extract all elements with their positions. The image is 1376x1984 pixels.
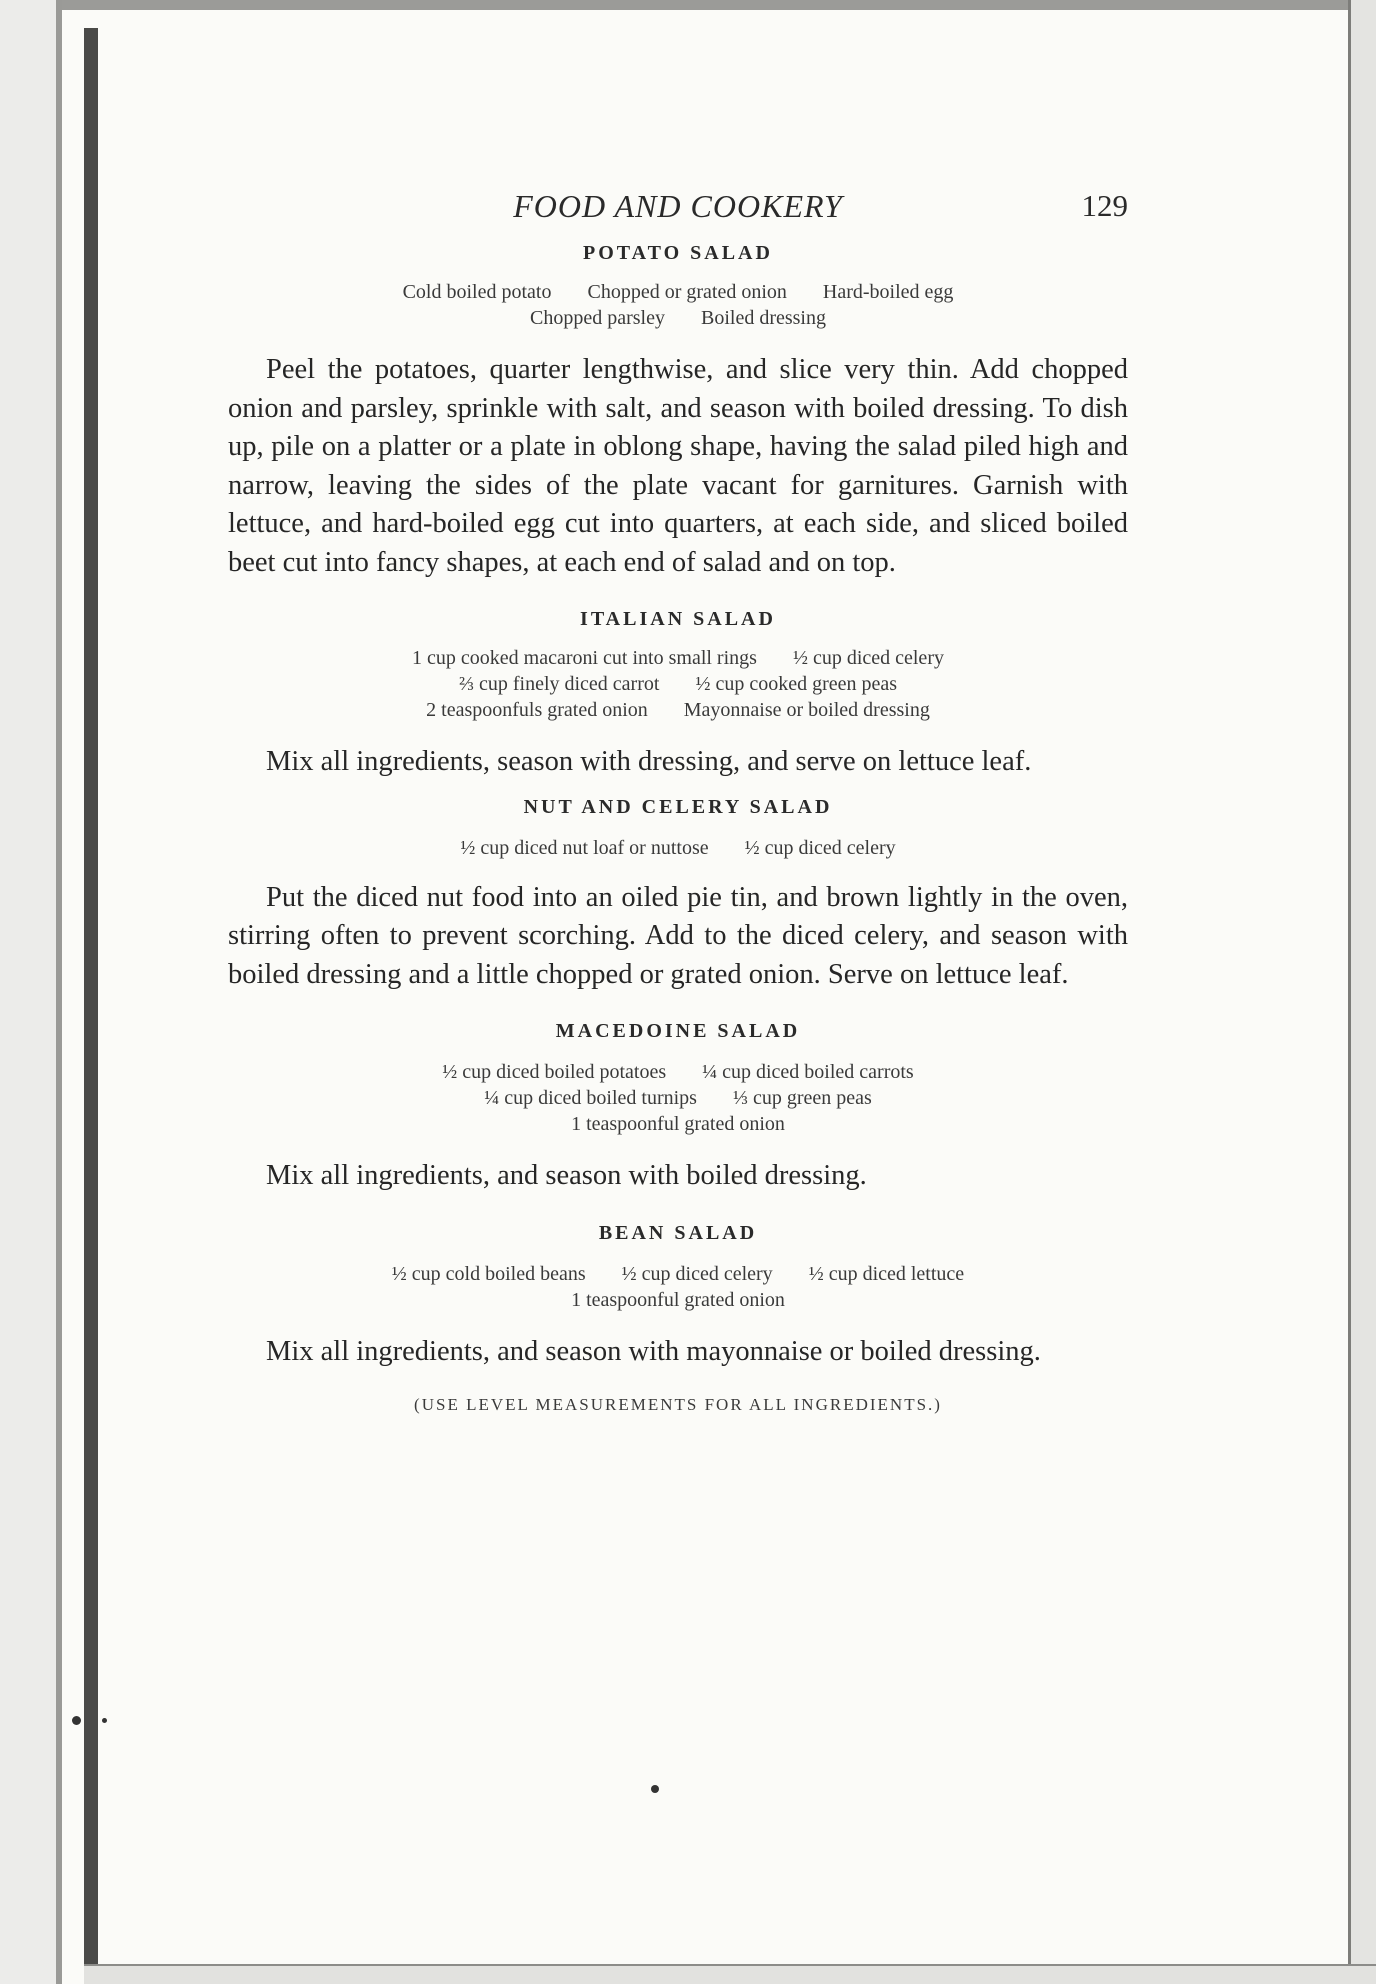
ingredient-list <box>228 835 1128 861</box>
ingredient: ½ cup diced boiled potatoes <box>442 1061 667 1083</box>
recipe-bean-salad <box>228 1222 1128 1372</box>
recipe-title: POTATO SALAD <box>583 242 773 264</box>
ingredient: ½ cup diced nut loaf or nuttose <box>460 836 709 859</box>
ingredient: 1 teaspoonful grated onion <box>571 1288 785 1311</box>
page-top-edge <box>0 0 1376 10</box>
ingredient-list <box>228 279 1128 331</box>
ingredient-row <box>228 835 1128 861</box>
footnote: (USE LEVEL MEASUREMENTS FOR ALL INGREDIENTS.) <box>414 1395 942 1414</box>
ingredient-row <box>228 1059 1128 1085</box>
page-content <box>228 180 1128 1415</box>
ingredient: ¼ cup diced boiled turnips <box>484 1087 697 1109</box>
ingredient: Hard-boiled egg <box>822 281 954 303</box>
page-bottom-edge <box>84 1964 1376 1984</box>
book-spine <box>84 28 98 1968</box>
ingredient: 1 cup cooked macaroni cut into small rings <box>412 647 757 669</box>
ingredient: ½ cup cooked green peas <box>695 673 898 695</box>
page-header <box>228 180 1128 240</box>
page-right-edge <box>1348 0 1376 1984</box>
recipe-title: ITALIAN SALAD <box>580 608 776 630</box>
left-margin <box>0 0 58 1984</box>
ingredient: ⅓ cup green peas <box>732 1087 872 1109</box>
ink-speck <box>651 1785 659 1793</box>
ingredient: Cold boiled potato <box>402 281 552 303</box>
ingredient-row <box>228 1085 1128 1111</box>
recipe-title: MACEDOINE SALAD <box>555 1020 801 1042</box>
ingredient-row <box>228 697 1128 723</box>
ingredient: ½ cup cold boiled beans <box>391 1262 586 1285</box>
ingredient: 2 teaspoonfuls grated onion <box>426 699 648 721</box>
recipe-title: NUT AND CELERY SALAD <box>523 795 833 818</box>
recipe-instructions: Peel the potatoes, quarter lengthwise, and slice very thin. Add chopped onion and parsley, sprinkle with salt, and season with boiled dressing. To dish up, pile on a platter or a plate in oblong shape, having the salad piled high and narrow, leaving the sides of the plate vacant for garnitures. Garnish with lettuce, and hard-boiled egg cut into quarters, at each side, and sliced boiled beet cut into fancy shapes, at each end of salad and on top. <box>228 354 1128 578</box>
ingredient: Mayonnaise or boiled dressing <box>683 699 930 721</box>
ingredient: Chopped or grated onion <box>587 281 787 303</box>
ingredient: 1 teaspoonful grated onion <box>571 1113 785 1135</box>
ingredient: Boiled dressing <box>700 307 826 329</box>
ingredient: ⅔ cup finely diced carrot <box>458 673 660 695</box>
ingredient-row <box>228 1261 1128 1287</box>
recipe-instructions: Mix all ingredients, and season with boiled dressing. <box>266 1160 867 1191</box>
binding-line <box>56 0 62 1984</box>
running-head: FOOD AND COOKERY <box>513 188 843 224</box>
ingredient: ¼ cup diced boiled carrots <box>702 1061 914 1083</box>
recipe-instructions: Mix all ingredients, season with dressing, and serve on lettuce leaf. <box>266 746 1032 777</box>
ingredient-row <box>228 1111 1128 1137</box>
ingredient-list <box>228 645 1128 723</box>
ingredient-list <box>228 1059 1128 1137</box>
ingredient: Chopped parsley <box>530 307 665 329</box>
ink-speck <box>72 1716 81 1725</box>
ingredient: ½ cup diced celery <box>621 1262 773 1285</box>
recipe-macedoine-salad <box>228 1020 1128 1196</box>
ingredient-row <box>228 645 1128 671</box>
recipe-title: BEAN SALAD <box>598 1221 758 1244</box>
page-number: 129 <box>1081 188 1128 223</box>
ingredient: ½ cup diced celery <box>792 647 944 669</box>
ingredient-row <box>228 671 1128 697</box>
recipe-instructions: Mix all ingredients, and season with mayonnaise or boiled dressing. <box>266 1335 1041 1367</box>
ingredient-row <box>228 1287 1128 1313</box>
ingredient-row <box>228 279 1128 305</box>
ingredient-row <box>228 305 1128 331</box>
ink-speck <box>102 1718 107 1723</box>
ingredient: ½ cup diced lettuce <box>808 1262 965 1285</box>
recipe-instructions: Put the diced nut food into an oiled pie tin, and brown lightly in the oven, stirring often to prevent scorching. Add to the diced celery, and season with boiled dressing and a little chopped or grated onion. Serve on lettuce leaf. <box>228 881 1128 990</box>
recipe-italian-salad <box>228 608 1128 782</box>
ingredient: ½ cup diced celery <box>744 836 896 859</box>
ingredient-list <box>228 1261 1128 1313</box>
recipe-nut-and-celery-salad <box>228 796 1128 995</box>
recipe-potato-salad <box>228 242 1128 582</box>
